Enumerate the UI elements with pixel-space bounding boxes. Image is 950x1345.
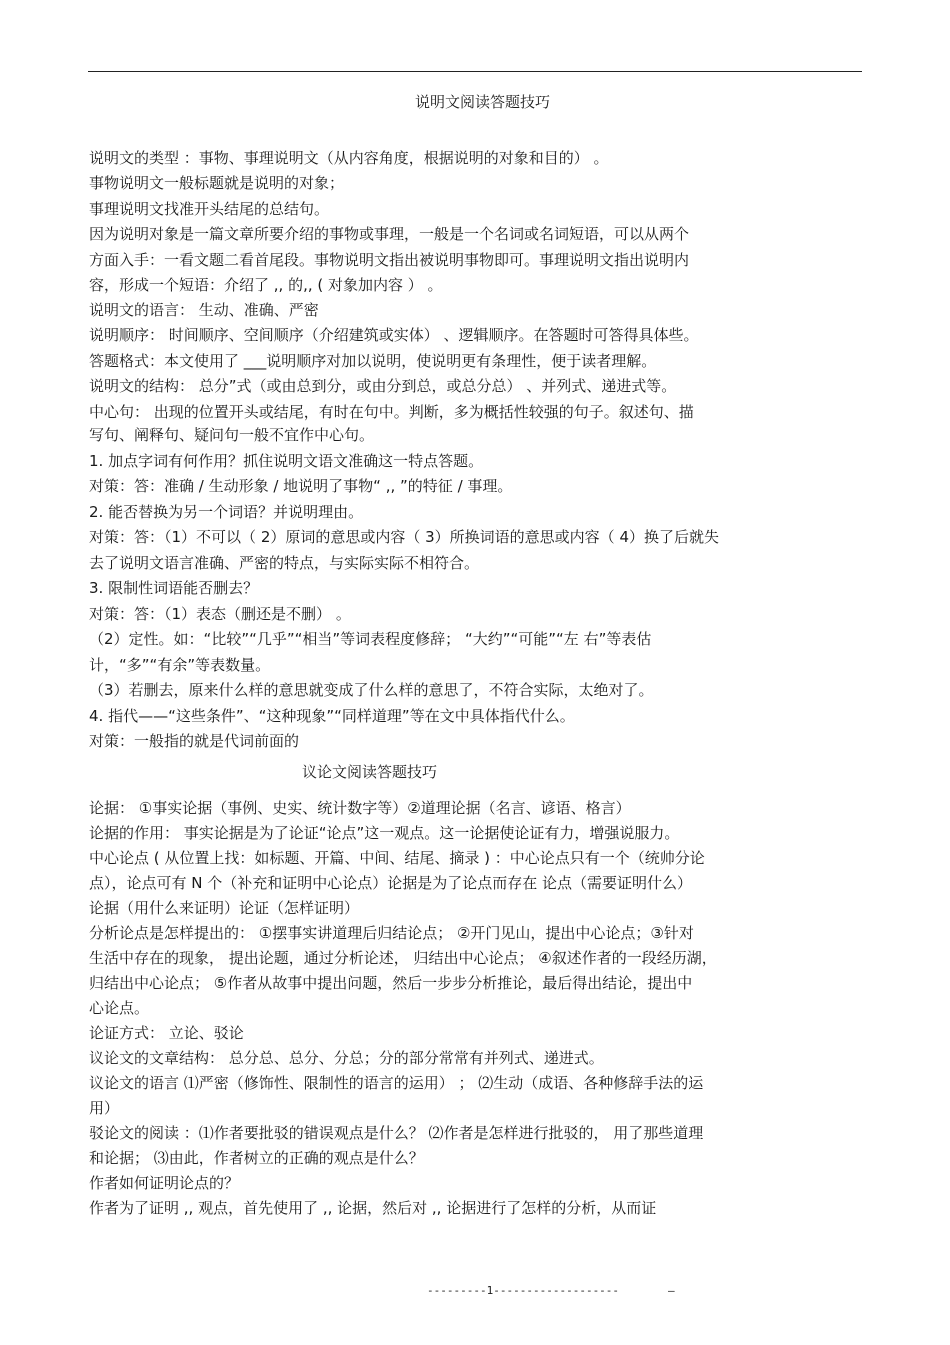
text-line: 驳论文的阅读 ：⑴作者要批驳的错误观点是什么？ ⑵作者是怎样进行批驳的， 用了那些道理 bbox=[89, 1124, 704, 1142]
text-line: 论据： ①事实论据（事例、史实、统计数字等）②道理论据（名言、谚语、格言） bbox=[89, 799, 631, 817]
text-line: 说明文的结构： 总分”式（或由总到分，或由分到总，或总分总） 、并列式、递进式等。 bbox=[89, 377, 677, 395]
footer-mark: — bbox=[668, 1284, 675, 1297]
text-line: 对策：一般指的就是代词前面的 bbox=[89, 732, 300, 750]
text-line: 答题格式：本文使用了 ___说明顺序对加以说明，使说明更有条理性，便于读者理解。 bbox=[89, 352, 657, 370]
text-line: 用） bbox=[89, 1099, 120, 1117]
text-line: 中心句： 出现的位置开头或结尾，有时在句中。判断，多为概括性较强的句子。叙述句、描 bbox=[89, 403, 694, 421]
text-line: 作者如何证明论点的？ bbox=[89, 1174, 240, 1192]
text-line: 论据的作用： 事实论据是为了论证“论点”这一观点。这一论据使论证有力，增强说服力。 bbox=[89, 824, 680, 842]
text-line: 议论文的语言 ⑴严密（修饰性、限制性的语言的运用） ； ⑵生动（成语、各种修辞手法的运 bbox=[89, 1074, 704, 1092]
text-line: 论据（用什么来证明）论证（怎样证明） bbox=[89, 899, 360, 917]
text-line: 说明文的语言： 生动、准确、严密 bbox=[89, 301, 319, 319]
text-line: （3）若删去，原来什么样的意思就变成了什么样的意思了，不符合实际，太绝对了。 bbox=[89, 681, 654, 699]
text-line: 容，形成一个短语：介绍了 ,, 的,, ( 对象加内容 ） 。 bbox=[89, 276, 443, 294]
text-line: 1. 加点字词有何作用？抓住说明文语文准确这一特点答题。 bbox=[89, 452, 484, 470]
text-line: 计，“多”“有余”等表数量。 bbox=[89, 656, 271, 674]
text-line: 论证方式： 立论、驳论 bbox=[89, 1024, 244, 1042]
text-line: 心论点。 bbox=[89, 999, 150, 1017]
text-line: 3. 限制性词语能否删去？ bbox=[89, 579, 259, 597]
text-line: （2）定性。如：“比较”“几乎”“相当”等词表程度修辞； “大约”“可能”“左 右”等表估 bbox=[89, 630, 652, 648]
section-title-expository: 说明文阅读答题技巧 bbox=[415, 93, 551, 111]
text-line: 4. 指代——“这些条件”、“这种现象”“同样道理”等在文中具体指代什么。 bbox=[89, 707, 575, 725]
text-line: 点），论点可有 N 个（补充和证明中心论点）论据是为了论点而存在 论点（需要证明什么） bbox=[89, 874, 693, 892]
text-line: 生活中存在的现象， 提出论题，通过分析论述， 归结出中心论点； ④叙述作者的一段经历湖， bbox=[89, 949, 717, 967]
text-line: 去了说明文语言准确、严密的特点，与实际实际不相符合。 bbox=[89, 554, 480, 572]
text-line: 说明顺序： 时间顺序、空间顺序（介绍建筑或实体） 、逻辑顺序。在答题时可答得具体些。 bbox=[89, 326, 699, 344]
page-number-footer: ---------1------------------- bbox=[427, 1284, 620, 1297]
text-line: 议论文的文章结构： 总分总、总分、分总；分的部分常常有并列式、递进式。 bbox=[89, 1049, 604, 1067]
text-line: 写句、阐释句、疑问句一般不宜作中心句。 bbox=[89, 426, 375, 444]
text-line: 事物说明文一般标题就是说明的对象； bbox=[89, 174, 345, 192]
text-line: 方面入手：一看文题二看首尾段。事物说明文指出被说明事物即可。事理说明文指出说明内 bbox=[89, 251, 690, 269]
text-line: 对策：答：准确 / 生动形象 / 地说明了事物“ ,, ”的特征 / 事理。 bbox=[89, 477, 513, 495]
text-line: 归结出中心论点； ⑤作者从故事中提出问题，然后一步步分析推论，最后得出结论，提出中 bbox=[89, 974, 693, 992]
text-line: 对策：答：（1）表态（删还是不删） 。 bbox=[89, 605, 351, 623]
text-line: 因为说明对象是一篇文章所要介绍的事物或事理，一般是一个名词或名词短语，可以从两个 bbox=[89, 225, 690, 243]
top-rule bbox=[88, 71, 862, 72]
section-title-argumentative: 议论文阅读答题技巧 bbox=[302, 763, 438, 781]
text-line: 对策：答：（1）不可以（ 2）原词的意思或内容（ 3）所换词语的意思或内容（ 4）换了后就失 bbox=[89, 528, 719, 546]
text-line: 中心论点 ( 从位置上找：如标题、开篇、中间、结尾、摘录 ) ：中心论点只有一个（统帅分论 bbox=[89, 849, 705, 867]
text-line: 分析论点是怎样提出的： ①摆事实讲道理后归结论点； ②开门见山，提出中心论点；③针对 bbox=[89, 924, 694, 942]
text-line: 作者为了证明 ,, 观点，首先使用了 ,, 论据，然后对 ,, 论据进行了怎样的分析，从而证 bbox=[89, 1199, 657, 1217]
text-line: 和论据； ⑶由此，作者树立的正确的观点是什么？ bbox=[89, 1149, 424, 1167]
text-line: 2. 能否替换为另一个词语？并说明理由。 bbox=[89, 503, 364, 521]
text-line: 说明文的类型 ：事物、事理说明文（从内容角度，根据说明的对象和目的） 。 bbox=[89, 149, 609, 167]
text-line: 事理说明文找准开头结尾的总结句。 bbox=[89, 200, 330, 218]
